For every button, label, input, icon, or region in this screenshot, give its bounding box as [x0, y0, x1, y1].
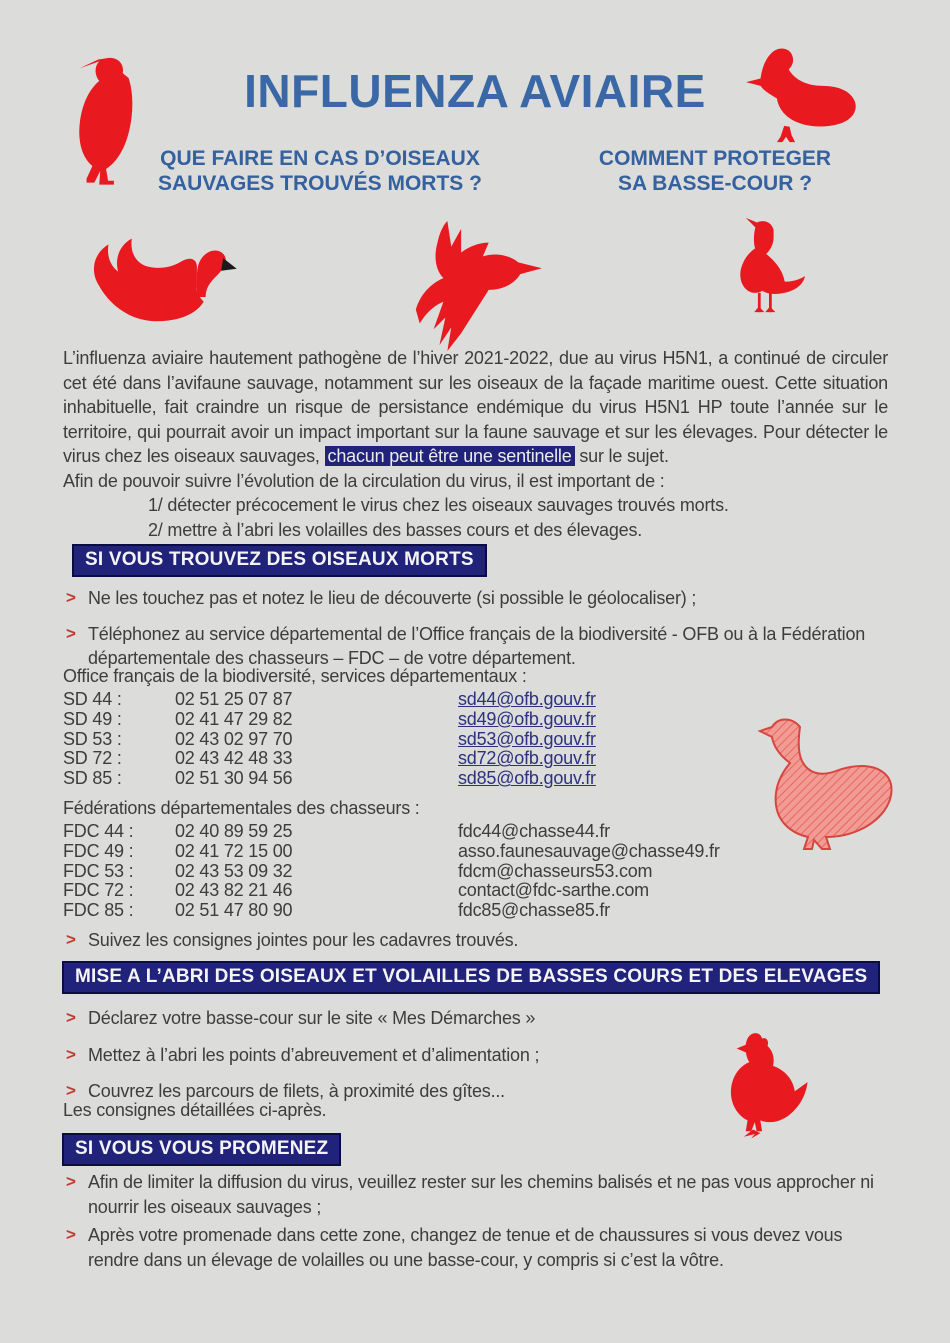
subtitle-right: [565, 146, 865, 196]
intro-item-1: 1/ détecter précocement le virus chez les oiseaux sauvages trouvés morts.: [148, 495, 729, 515]
fdc-email: fdcm@chasseurs53.com: [458, 860, 653, 881]
ofb-email-link[interactable]: sd72@ofb.gouv.fr: [458, 748, 596, 769]
bullet-text: Afin de limiter la diffusion du virus, veuillez rester sur les chemins balisés et ne pas vous approcher ni nourrir les oiseaux sauvages ;: [88, 1172, 874, 1217]
bullet-arrow-icon: >: [66, 1044, 76, 1064]
ofb-label: SD 53 :: [63, 728, 122, 749]
duck-icon: [740, 44, 872, 144]
ofb-phone: 02 51 30 94 56: [175, 768, 293, 789]
fdc-label: FDC 49 :: [63, 840, 134, 861]
subtitle-left-line1: QUE FAIRE EN CAS D’OISEAUX: [160, 147, 480, 170]
fdc-intro: Fédérations départementales des chasseurs :: [63, 798, 420, 818]
bullet-arrow-icon: >: [66, 1081, 76, 1100]
bullet-arrow-icon: >: [66, 623, 76, 643]
section3-bullets: [66, 1170, 888, 1272]
section-header-mise-a-labri: MISE A L’ABRI DES OISEAUX ET VOLAILLES DE BASSES COURS ET DES ELEVAGES: [62, 961, 880, 994]
subtitle-right-line2: SA BASSE-COUR ?: [617, 172, 813, 195]
list-item: [66, 1043, 706, 1068]
ofb-email-link[interactable]: sd85@ofb.gouv.fr: [458, 768, 596, 789]
ofb-phone: 02 43 02 97 70: [175, 728, 293, 749]
subtitle-right-line1: COMMENT PROTEGER: [598, 147, 832, 170]
list-item: [66, 586, 888, 611]
bullet-text: Après votre promenade dans cette zone, changez de tenue et de chaussures si vous devez vous rendre dans un élevage de volailles ou une basse-cour, y compris si c’est la vôtre.: [88, 1225, 843, 1270]
list-item: [66, 1170, 888, 1219]
bullet-text: Déclarez votre basse-cour sur le site « Mes Démarches »: [88, 1008, 536, 1028]
section-header-oiseaux-morts: SI VOUS TROUVEZ DES OISEAUX MORTS: [72, 544, 487, 577]
ofb-label: SD 44 :: [63, 689, 122, 709]
ofb-label: SD 72 :: [63, 748, 122, 769]
ofb-email-link[interactable]: sd53@ofb.gouv.fr: [458, 728, 596, 749]
fdc-email: contact@fdc-sarthe.com: [458, 880, 649, 901]
wader-icon: [729, 217, 821, 314]
ofb-label: SD 49 :: [63, 708, 122, 729]
fdc-contacts: [63, 796, 888, 921]
fdc-label: FDC 44 :: [63, 821, 134, 841]
section-header-promenez: SI VOUS VOUS PROMENEZ: [62, 1133, 341, 1166]
highlighted-phrase: chacun peut être une sentinelle: [325, 446, 575, 466]
bullet-arrow-icon: >: [66, 588, 76, 607]
fdc-phone: 02 40 89 59 25: [175, 821, 293, 841]
intro-item-2: 2/ mettre à l’abri les volailles des basses cours et des élevages.: [148, 519, 643, 540]
hen-icon: [713, 1028, 813, 1140]
ofb-intro: Office français de la biodiversité, services départementaux :: [63, 666, 527, 686]
bullet-text: Mettez à l’abri les points d’abreuvement et d’alimentation ;: [88, 1044, 540, 1065]
page-title: INFLUENZA AVIAIRE: [244, 65, 706, 117]
ofb-phone: 02 41 47 29 82: [175, 708, 293, 729]
fdc-phone: 02 41 72 15 00: [175, 840, 293, 861]
intro-block: [63, 346, 888, 542]
subtitle-left: [100, 146, 540, 196]
bullet-text: Ne les touchez pas et notez le lieu de découverte (si possible le géolocaliser) ;: [88, 588, 697, 608]
fdc-label: FDC 53 :: [63, 860, 134, 881]
bullet-text: Téléphonez au service départemental de l’Office français de la biodiversité - OFB ou à la Fédération départementale des chasseurs – FDC – de votre département.: [88, 623, 866, 668]
bullet-arrow-icon: >: [66, 1008, 76, 1027]
bullet-text: Suivez les consignes jointes pour les cadavres trouvés.: [88, 930, 519, 950]
fdc-phone: 02 43 53 09 32: [175, 860, 293, 881]
intro-line2: Afin de pouvoir suivre l’évolution de la circulation du virus, il est important de :: [63, 470, 665, 491]
intro-paragraph: L’influenza aviaire hautement pathogène de l’hiver 2021-2022, due au virus H5N1, a continué de circuler cet été dans l’avifaune sauvage, notamment sur les oiseaux de la façade maritime ouest. Cette situation inhabituelle, fait craindre un risque de persistance endémique du virus H5N1 HP toute l’année sur le territoire, qui pourrait avoir un impact important sur la faune sauvage et sur les élevages. Pour détecter le virus chez les oiseaux sauvages,: [63, 348, 888, 466]
list-item: [66, 1006, 706, 1031]
ofb-label: SD 85 :: [63, 768, 122, 789]
flying-goose-icon: [384, 219, 556, 352]
list-item: [66, 1223, 888, 1272]
ofb-email-link[interactable]: sd44@ofb.gouv.fr: [458, 689, 596, 709]
ofb-phone: 02 43 42 48 33: [175, 748, 293, 769]
bullet-arrow-icon: >: [66, 1172, 76, 1191]
bullet-arrow-icon: >: [66, 930, 76, 949]
note-text: Les consignes détaillées ci-après.: [63, 1100, 327, 1120]
fdc-label: FDC 85 :: [63, 900, 134, 921]
fdc-table: [63, 822, 888, 921]
fdc-email: fdc85@chasse85.fr: [458, 900, 610, 921]
fdc-email: fdc44@chasse44.fr: [458, 821, 610, 841]
fdc-phone: 02 51 47 80 90: [175, 900, 293, 921]
list-item: [66, 928, 888, 953]
ofb-email-link[interactable]: sd49@ofb.gouv.fr: [458, 708, 596, 729]
fdc-label: FDC 72 :: [63, 880, 134, 901]
fdc-email: asso.faunesauvage@chasse49.fr: [458, 840, 720, 861]
swan-icon: [80, 227, 238, 329]
subtitle-left-line2: SAUVAGES TROUVÉS MORTS ?: [158, 172, 482, 195]
ofb-phone: 02 51 25 07 87: [175, 689, 293, 709]
bullet-arrow-icon: >: [66, 1225, 76, 1244]
section1-bullets: [66, 586, 888, 671]
fdc-phone: 02 43 82 21 46: [175, 880, 293, 901]
bullet-text: Couvrez les parcours de filets, à proximité des gîtes...: [88, 1081, 505, 1101]
section2-bullets: [66, 1006, 706, 1104]
intro-paragraph-end: sur le sujet.: [574, 446, 669, 466]
